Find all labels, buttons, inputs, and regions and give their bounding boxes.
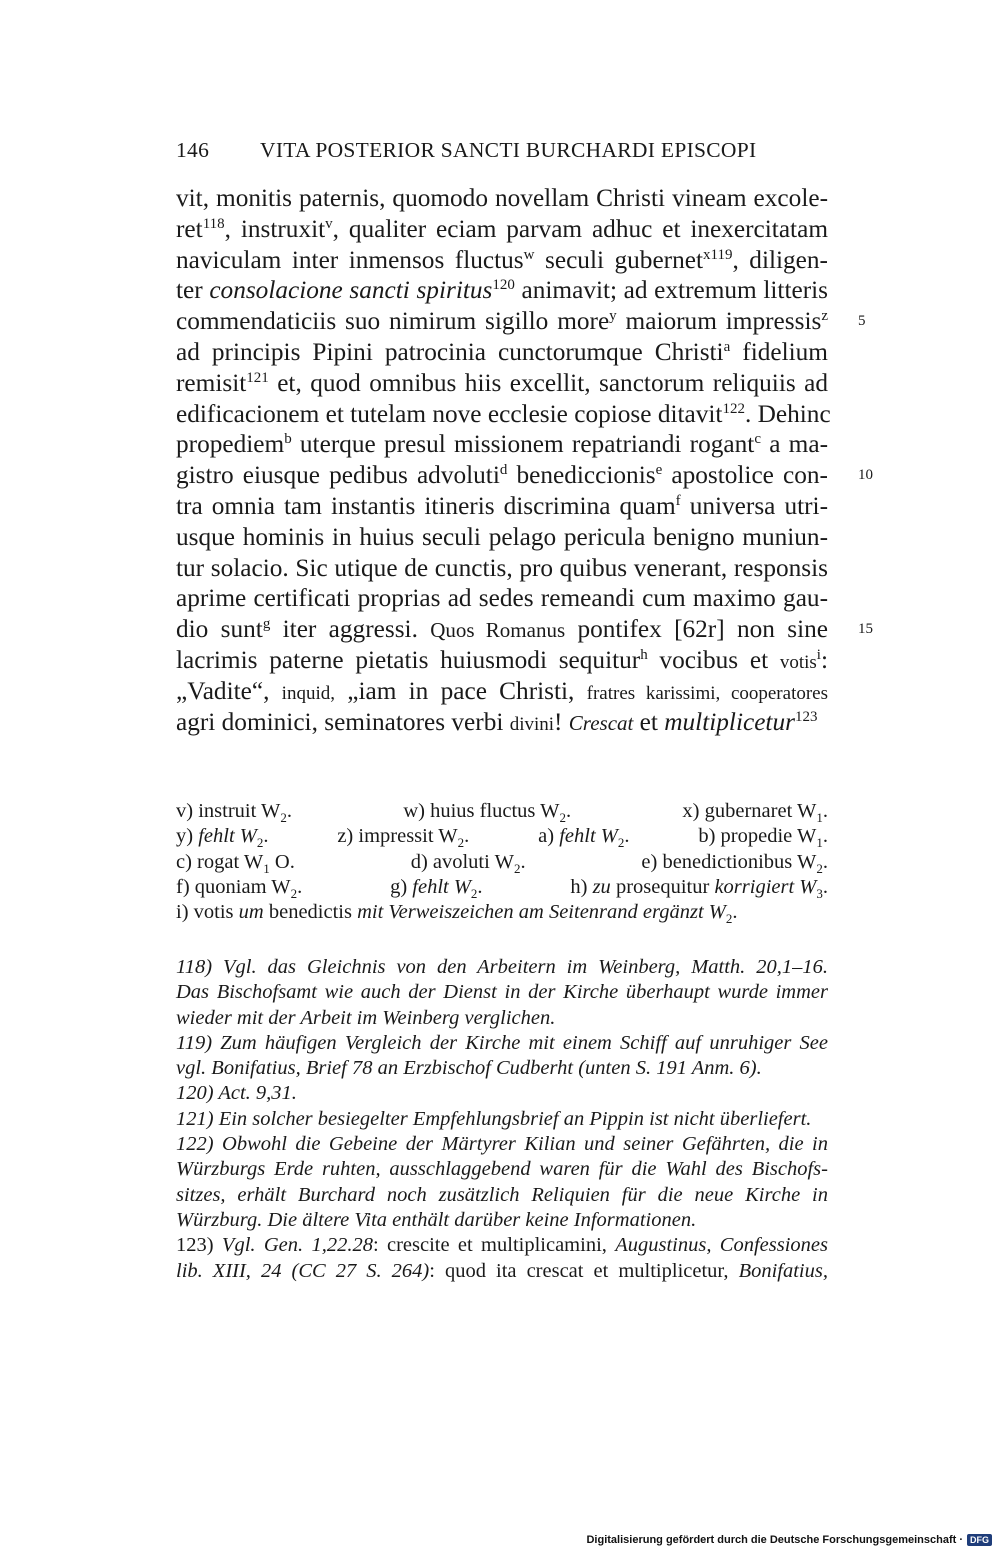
apparatus-ref: b [284, 431, 292, 448]
apparatus-line [176, 824, 828, 849]
apparatus-entry: e) benedictionibus $W_2$. [641, 850, 828, 876]
text-span: agri dominici, seminatores verbi [176, 707, 510, 736]
apparatus-line [176, 799, 828, 824]
main-text [176, 183, 873, 737]
text-line [176, 275, 828, 306]
text-line [176, 583, 828, 614]
text-span: ret [176, 214, 203, 243]
text-line [176, 522, 828, 553]
footnote-line: 119) Zum häufigen Vergleich der Kirche mit einem Schiff auf unruhiger See [176, 1031, 828, 1054]
footnote-ref: x119 [703, 246, 733, 263]
text-span: et, quod omnibus hiis excellit, sanctorum reliquiis ad [268, 368, 828, 397]
apparatus-entry: x) gubernaret $W_1$. [682, 800, 828, 826]
text-span: a ma- [760, 430, 828, 459]
page-number: 146 [176, 138, 210, 162]
apparatus-entry: w) huius fluctus $W_2$. [403, 800, 572, 826]
text-line [176, 399, 831, 430]
footnote-line: 120) Act. 9,31. [176, 1082, 297, 1105]
text-span: et [633, 707, 665, 736]
text-span: vocibus et [647, 645, 780, 674]
footnote-ref: 118 [202, 215, 225, 232]
apparatus-ref: y [609, 308, 617, 325]
apparatus-entry: a) fehlt $W_2$. [538, 825, 630, 851]
footnote-line: Würzburgs Erde ruhten, ausschlaggebend waren für die Wahl des Bischofs- [176, 1158, 828, 1181]
quotation-italic: consolacione sancti spiritus [209, 276, 493, 305]
apparatus-line [176, 875, 828, 900]
running-header [176, 138, 828, 163]
apparatus-line [176, 900, 828, 925]
footnote-line: 122) Obwohl die Gebeine der Märtyrer Kilian und seiner Gefährten, die in [176, 1133, 828, 1156]
text-line [176, 645, 828, 676]
text-line [176, 676, 828, 707]
footnote-line: Das Bischofsamt wie auch der Dienst in der Kirche überhaupt wurde immer [176, 981, 828, 1004]
apparatus-ref: h [640, 646, 648, 663]
text-line [176, 368, 828, 399]
text-span-small: votis [779, 651, 817, 673]
apparatus-ref: d [499, 462, 508, 479]
apparatus-entry: h) zu prosequitur korrigiert $W_3$. [570, 875, 828, 901]
apparatus-ref: w [523, 246, 535, 263]
apparatus-ref: i [816, 646, 821, 663]
text-span: pontifex [62r] non sine [565, 615, 828, 644]
text-span: maiorum impressis [616, 307, 822, 336]
dfg-logo-icon: DFG [967, 1534, 992, 1546]
text-span: uterque presul missionem repatriandi rogant [291, 430, 755, 459]
line-number: 10 [858, 467, 873, 484]
text-span: , diligen- [732, 245, 828, 274]
text-span: tra omnia tam instantis itineris discrimina quam [176, 491, 676, 520]
footnote-ref: 121 [246, 369, 269, 386]
text-span: aprime certificati proprias ad sedes remeandi cum maximo gau- [176, 584, 828, 613]
apparatus-ref: g [262, 616, 271, 633]
text-span: : [820, 645, 828, 674]
apparatus-ref: c [754, 431, 761, 448]
text-span: dio sunt [176, 615, 263, 644]
text-span-small: fratres karissimi, cooperatores [586, 682, 828, 704]
text-line [176, 614, 873, 645]
footnote-line: 121) Ein solcher besiegelter Empfehlungsbrief an Pippin ist nicht überliefert. [176, 1107, 812, 1130]
text-span: usque hominis in huius seculi pelago pericula benigno muniun- [176, 522, 828, 551]
text-span: . Dehinc [744, 399, 831, 428]
text-span: edificacionem et tutelam nove ecclesie copiose ditavit [176, 399, 723, 428]
text-span: , instruxit [224, 214, 326, 243]
text-line [176, 306, 866, 337]
footnotes [176, 955, 828, 1284]
apparatus-ref: v [325, 215, 333, 232]
text-span-small: Quos Romanus [430, 618, 566, 643]
quotation-italic: multiplicetur [664, 707, 795, 736]
text-span: ! [554, 707, 569, 736]
apparatus-entry: v) instruit $W_2$. [176, 800, 293, 826]
footnote-ref: 122 [722, 400, 745, 417]
text-line [176, 245, 828, 276]
text-span: iter aggressi. [270, 615, 431, 644]
apparatus-entry: f) quoniam $W_2$. [176, 875, 303, 901]
footnote-line: lib. XIII, 24 (CC 27 S. 264): quod ita crescat et multiplicetur, Bonifatius, [176, 1259, 828, 1282]
text-span: lacrimis paterne pietatis huiusmodi sequitur [176, 645, 641, 674]
text-span: apostolice con- [662, 461, 828, 490]
text-span: gistro eiusque pedibus advoluti [176, 461, 500, 490]
apparatus-ref: z [821, 308, 828, 325]
apparatus-entry: b) propedie $W_1$. [698, 825, 828, 851]
text-span: commendaticiis suo nimirum sigillo more [176, 307, 610, 336]
apparatus-entry: g) fehlt $W_2$. [390, 875, 483, 901]
apparatus-ref: e [655, 462, 663, 479]
footnote-ref: 120 [492, 277, 515, 294]
text-span: fidelium [730, 337, 828, 366]
apparatus-line [176, 850, 828, 875]
apparatus-entry: c) rogat $W_1$ O. [176, 850, 295, 876]
apparatus-entry: i) votis um benedictis mit Verweiszeichen am Seitenrand ergänzt $W_2$. [176, 901, 738, 927]
text-span: seculi gubernet [534, 245, 704, 274]
footnote-line: 118) Vgl. das Gleichnis von den Arbeitern im Weinberg, Matth. 20,1–16. [176, 956, 828, 978]
text-line [176, 460, 873, 491]
text-line [176, 183, 828, 214]
line-number: 15 [858, 621, 873, 638]
quotation-italic: Crescat [568, 710, 634, 735]
apparatus-ref: f [675, 492, 681, 509]
footnote-line: vgl. Bonifatius, Brief 78 an Erzbischof Cudberht (unten S. 191 Anm. 6). [176, 1057, 762, 1080]
text-line [176, 553, 828, 584]
text-span: propediem [176, 430, 285, 459]
text-span: „Vadite“, [176, 676, 282, 705]
text-line [176, 337, 828, 368]
text-span: tur solacio. Sic utique de cunctis, pro quibus venerant, responsis [176, 553, 828, 582]
text-line [176, 429, 828, 460]
funding-credit [586, 1534, 992, 1546]
footnote-ref: 123 [794, 708, 818, 725]
line-number: 5 [858, 313, 866, 330]
text-span: benediccionis [507, 461, 656, 490]
text-line [176, 491, 828, 522]
text-span: , qualiter eciam parvam adhuc et inexercitatam [332, 214, 828, 243]
text-span: animavit; ad extremum litteris [514, 276, 828, 305]
text-span: naviculam inter inmensos fluctus [176, 245, 524, 274]
running-title: VITA POSTERIOR SANCTI BURCHARDI EPISCOPI [260, 138, 757, 162]
text-line [176, 707, 828, 738]
text-span-small: inquid, [281, 682, 335, 704]
footnote-line: 123) Vgl. Gen. 1,22.28: crescite et multiplicamini, Augustinus, Confessiones [176, 1234, 828, 1257]
apparatus-entry: z) impressit $W_2$. [337, 825, 470, 851]
text-span: „iam in pace Christi, [334, 676, 587, 705]
footnote-line: wieder mit der Arbeit im Weinberg verglichen. [176, 1006, 556, 1029]
apparatus-entry: d) avoluti $W_2$. [410, 850, 526, 876]
footnote-line: sitzes, erhält Burchard noch zusätzlich Reliquien für die neue Kirche in [176, 1183, 828, 1206]
text-span: remisit [176, 368, 247, 397]
text-span: universa utri- [680, 491, 829, 520]
text-span: vit, monitis paternis, quomodo novellam Christi vineam excole- [176, 184, 828, 212]
funding-credit-text: Digitalisierung gefördert durch die Deutsche Forschungsgemeinschaft · [586, 1534, 963, 1546]
apparatus-ref: a [723, 338, 731, 355]
text-line [176, 214, 828, 245]
text-span-small: divini [509, 713, 555, 735]
footnote-line: Würzburg. Die ältere Vita enthält darüber keine Informationen. [176, 1208, 697, 1231]
critical-apparatus [176, 799, 828, 925]
apparatus-entry: y) fehlt $W_2$. [176, 825, 269, 851]
text-span: ter [176, 276, 210, 305]
text-span: ad principis Pipini patrocinia cunctorumque Christi [176, 337, 724, 366]
